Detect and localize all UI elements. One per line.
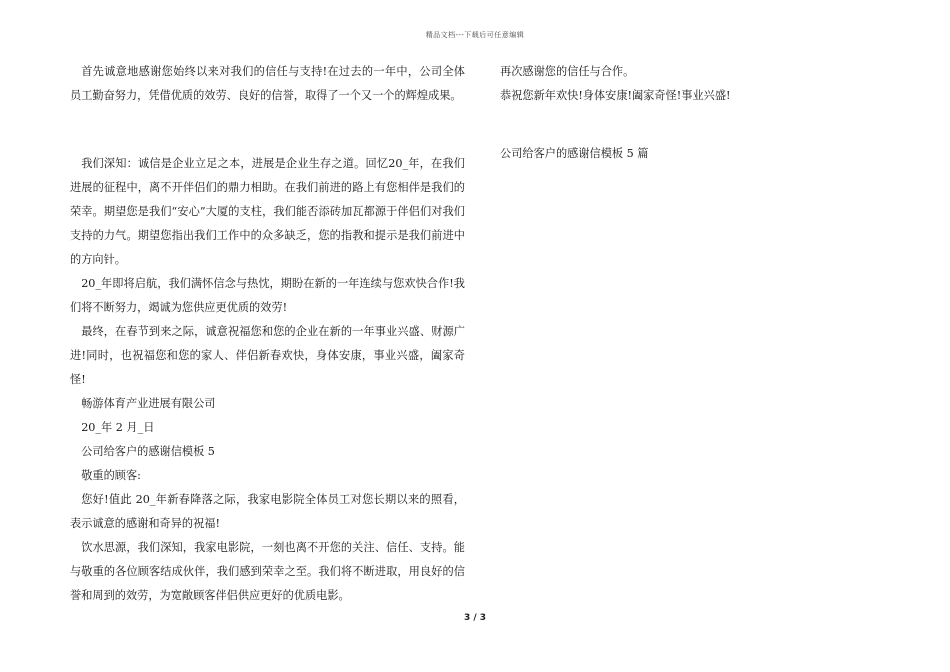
paragraph-gratitude: 首先诚意地感谢您始终以来对我们的信任与支持!在过去的一年中，公司全体员工勤奋努力，凭借优质的效劳、良好的信誉，取得了一个又一个的辉煌成果。 bbox=[70, 65, 465, 102]
spacer bbox=[500, 108, 880, 142]
paragraph-new-year: 20_年即将启航，我们满怀信念与热忱，期盼在新的一年连续与您欢快合作!我们将不断努力，竭诚为您供应更优质的效劳! bbox=[70, 277, 465, 314]
template-title: 公司给客户的感谢信模板 5 bbox=[81, 445, 215, 458]
company-name: 畅游体育产业进展有限公司 bbox=[81, 397, 216, 410]
page-number: 3 / 3 bbox=[463, 613, 487, 623]
closing-thanks: 再次感谢您的信任与合作。 bbox=[500, 65, 635, 78]
paragraph-blessing: 最终，在春节到来之际，诚意祝福您和您的企业在新的一年事业兴盛、财源广进!同时，也祝福您和您的家人、伴侣新春欢快，身体安康，事业兴盛，阖家奇怪! bbox=[70, 325, 465, 386]
letter-date: 20_年 2 月_日 bbox=[81, 421, 155, 434]
closing-wishes: 恭祝您新年欢快!身体安康!阖家奇怪!事业兴盛! bbox=[500, 89, 731, 102]
left-column bbox=[70, 60, 465, 608]
paragraph-integrity: 我们深知：诚信是企业立足之本，进展是企业生存之道。回忆20_年，在我们进展的征程中，离不开伴侣们的鼎力相助。在我们前进的路上有您相伴是我们的荣幸。期望您是我们“安心”大厦的支柱，我们能否添砖加瓦都源于伴侣们对我们支持的力气。期望您指出我们工作中的众多缺乏，您的指教和提示是我们前进中的方向针。 bbox=[70, 157, 465, 266]
right-column bbox=[500, 60, 880, 166]
section-title: 公司给客户的感谢信模板 5 篇 bbox=[500, 147, 649, 160]
letter-greeting: 敬重的顾客: bbox=[81, 469, 141, 482]
page-header: 精品文档---下载后可任意编辑 bbox=[425, 31, 525, 39]
spacer bbox=[70, 108, 465, 152]
paragraph-cinema-commitment: 饮水思源，我们深知，我家电影院，一刻也离不开您的关注、信任、支持。能与敬重的各位顾客结成伙伴，我们感到荣幸之至。我们将不断进取，用良好的信誉和周到的效劳，为宽敞顾客伴侣供应更好的优质电影。 bbox=[70, 541, 465, 602]
paragraph-cinema-thanks: 您好!值此 20_年新春降落之际，我家电影院全体员工对您长期以来的照看，表示诚意的感谢和奇异的祝福! bbox=[70, 493, 465, 530]
